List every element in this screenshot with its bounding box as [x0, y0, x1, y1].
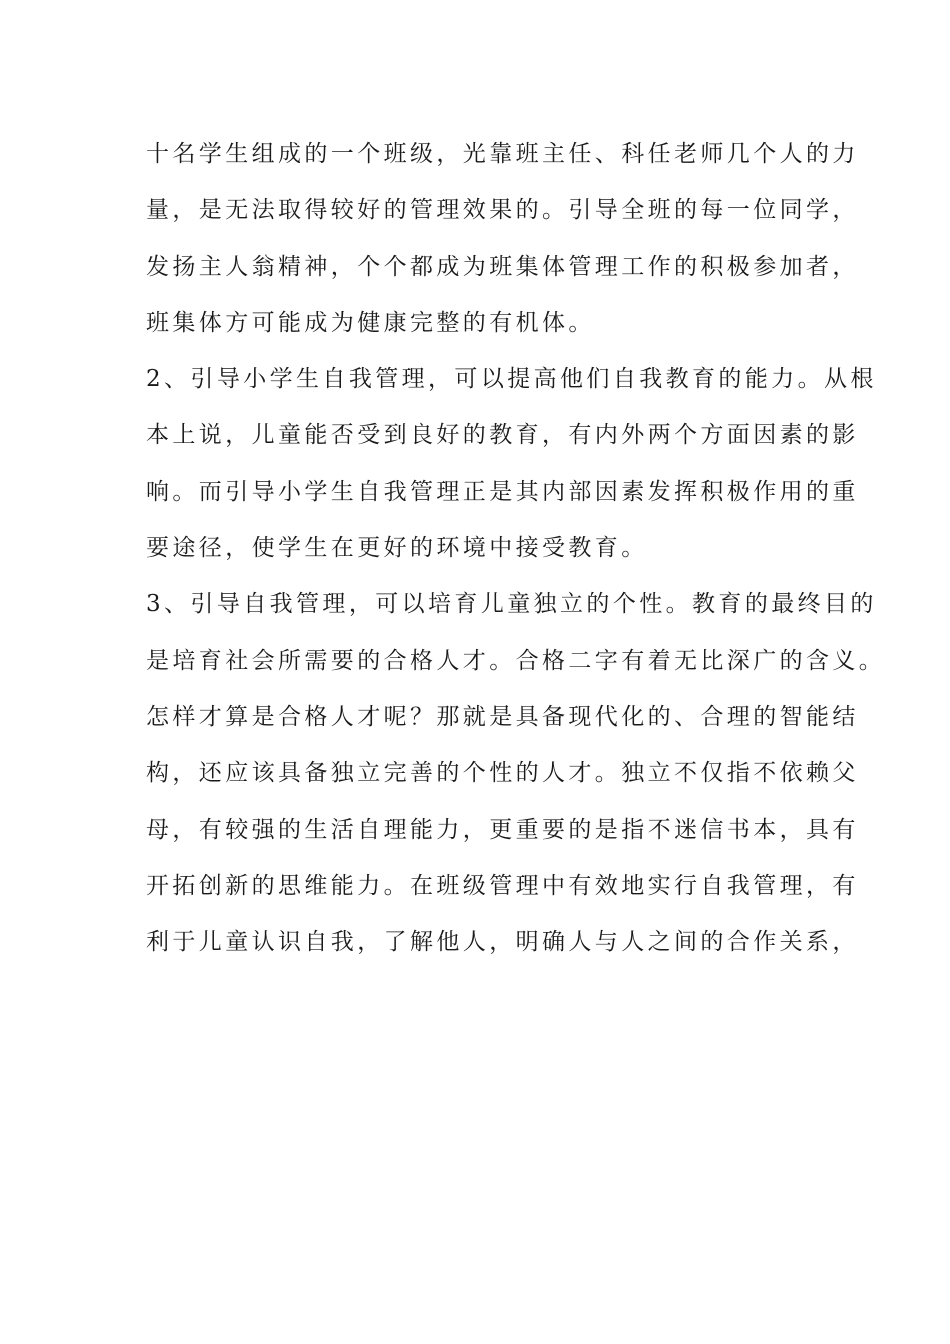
text-line: 构，还应该具备独立完善的个性的人才。独立不仅指不依赖父 [146, 760, 859, 787]
body-text [146, 132, 886, 976]
text-line: 十名学生组成的一个班级，光靠班主任、科任老师几个人的力 [146, 141, 859, 167]
text-line: 3、引导自我管理，可以培育儿童独立的个性。教育的最终目的 [146, 591, 877, 618]
text-line: 利于儿童认识自我，了解他人，明确人与人之间的合作关系， [146, 929, 859, 956]
text-line: 开拓创新的思维能力。在班级管理中有效地实行自我管理，有 [146, 872, 859, 899]
text-line: 量，是无法取得较好的管理效果的。引导全班的每一位同学， [146, 197, 859, 224]
text-line: 怎样才算是合格人才呢？那就是具备现代化的、合理的智能结 [146, 703, 859, 730]
text-line: 本上说，儿童能否受到良好的教育，有内外两个方面因素的影 [146, 422, 859, 449]
text-line: 是培育社会所需要的合格人才。合格二字有着无比深广的含义。 [146, 647, 886, 674]
text-line: 发扬主人翁精神，个个都成为班集体管理工作的积极参加者， [146, 253, 859, 280]
text-line: 2、引导小学生自我管理，可以提高他们自我教育的能力。从根 [146, 366, 877, 393]
text-line: 母，有较强的生活自理能力，更重要的是指不迷信书本，具有 [146, 816, 859, 843]
text-line: 要途径，使学生在更好的环境中接受教育。 [146, 535, 648, 562]
text-line: 响。而引导小学生自我管理正是其内部因素发挥积极作用的重 [146, 478, 859, 505]
text-line: 班集体方可能成为健康完整的有机体。 [146, 309, 595, 336]
